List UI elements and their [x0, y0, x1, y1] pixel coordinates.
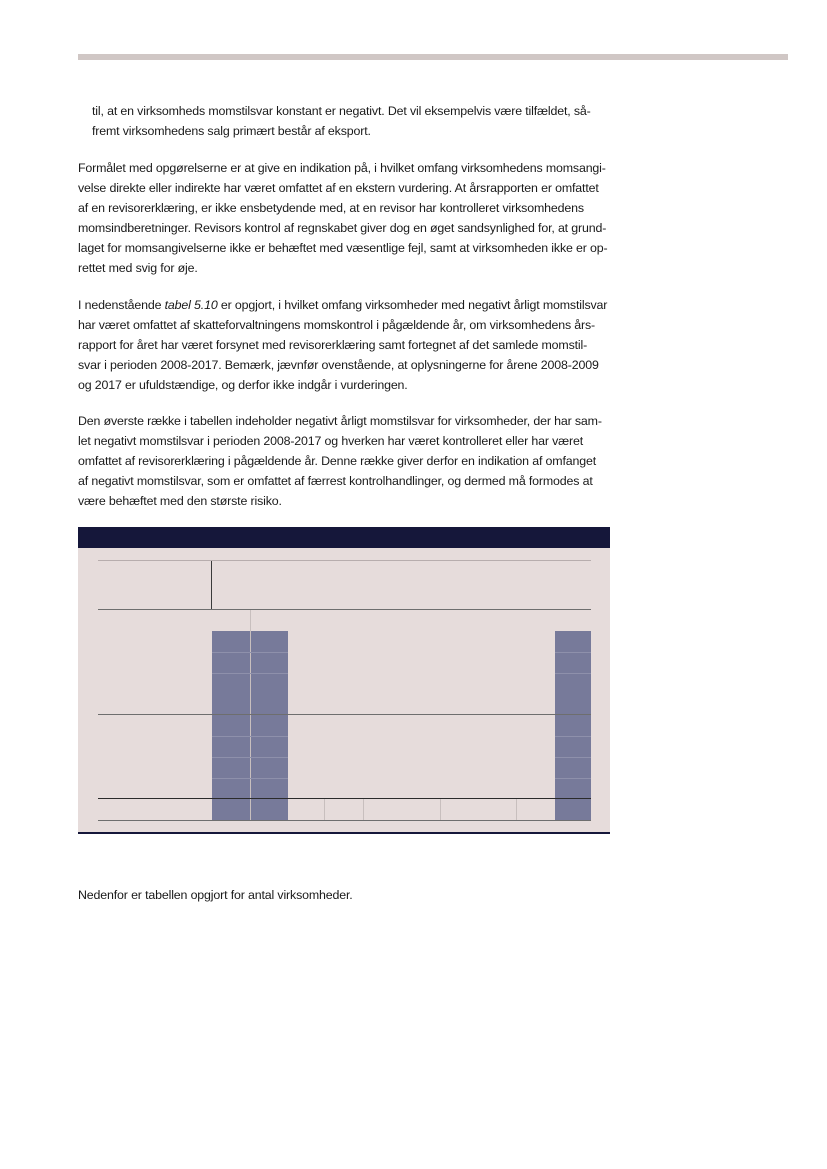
text-line: laget for momsangivelserne ikke er behæftet med væsentlige fejl, samt at virksomheden ikke er op- — [78, 241, 608, 255]
text-line: momsindberetninger. Revisors kontrol af regnskabet giver dog en øget sandsynlighed for, at grund- — [78, 221, 607, 235]
paragraph-purpose — [78, 158, 612, 278]
text-line: af en revisorerklæring, er ikke ensbetydende med, at en revisor har kontrolleret virksomhedens — [78, 201, 584, 215]
paragraph-table-intro — [78, 295, 612, 395]
text-line: omfattet af revisorerklæring i pågældende år. Denne række giver derfor en indikation af omfanget — [78, 454, 596, 468]
table-5-10 — [78, 527, 610, 834]
table-bottom-rule — [78, 832, 610, 834]
table-body — [78, 548, 610, 832]
text-line: af negativt momstilsvar, som er omfattet af færrest kontrolhandlinger, og dermed må formodes at — [78, 474, 593, 488]
table-rule — [98, 798, 591, 799]
column-divider — [363, 798, 364, 821]
table-header-bar — [78, 527, 610, 548]
row-rule — [212, 757, 288, 758]
text-line: Nedenfor er tabellen opgjort for antal virksomheder. — [78, 888, 353, 902]
intro-paragraph — [92, 101, 612, 141]
column-divider — [324, 798, 325, 821]
text-line: rettet med svig for øje. — [78, 261, 198, 275]
row-rule — [212, 673, 288, 674]
text-line: til, at en virksomheds momstilsvar konstant er negativt. Det vil eksempelvis være tilfældet, så- — [92, 104, 591, 118]
row-rule — [212, 736, 288, 737]
column-divider — [440, 798, 441, 821]
row-rule — [555, 652, 591, 653]
text-line: og 2017 er ufuldstændige, og derfor ikke indgår i vurderingen. — [78, 378, 408, 392]
table-reference-link[interactable]: tabel 5.10 — [164, 298, 218, 312]
text-line: rapport for året har været forsynet med revisorerklæring samt fortegnet af det samlede momstil- — [78, 338, 588, 352]
text-line: fremt virksomhedens salg primært består af eksport. — [92, 124, 371, 138]
table-rule — [98, 714, 591, 715]
row-rule — [555, 757, 591, 758]
text-line: være behæftet med den største risiko. — [78, 494, 282, 508]
table-rule — [98, 609, 591, 610]
row-rule — [212, 778, 288, 779]
text-line: let negativt momstilsvar i perioden 2008-2017 og hverken har været kontrolleret eller har været — [78, 434, 584, 448]
text-fragment: er opgjort, i hvilket omfang virksomheder med negativt årligt momstilsvar — [217, 298, 608, 312]
paragraph-top-row — [78, 411, 612, 511]
text-fragment: I nedenstående — [78, 298, 165, 312]
row-rule — [212, 652, 288, 653]
row-rule — [555, 673, 591, 674]
header-divider — [211, 560, 212, 609]
text-line: har været omfattet af skatteforvaltningens momskontrol i pågældende år, om virksomhedens års- — [78, 318, 596, 332]
text-line: Den øverste række i tabellen indeholder negativt årligt momstilsvar for virksomheder, der har sam- — [78, 414, 602, 428]
highlighted-column-right — [555, 631, 591, 821]
column-divider — [250, 609, 251, 821]
page-top-rule — [78, 54, 788, 60]
text-line: Formålet med opgørelserne er at give en indikation på, i hvilket omfang virksomhedens momsangi- — [78, 161, 606, 175]
row-rule — [555, 778, 591, 779]
table-rule — [98, 560, 591, 561]
row-rule — [555, 736, 591, 737]
text-line: svar i perioden 2008-2017. Bemærk, jævnfør ovenstående, at oplysningerne for årene 2008-2009 — [78, 358, 599, 372]
column-divider — [516, 798, 517, 821]
table-rule — [98, 820, 591, 821]
text-line: velse direkte eller indirekte har været omfattet af en ekstern vurdering. At årsrapporten er omfattet — [78, 181, 599, 195]
text-line — [78, 295, 612, 315]
paragraph-closing — [78, 885, 612, 905]
